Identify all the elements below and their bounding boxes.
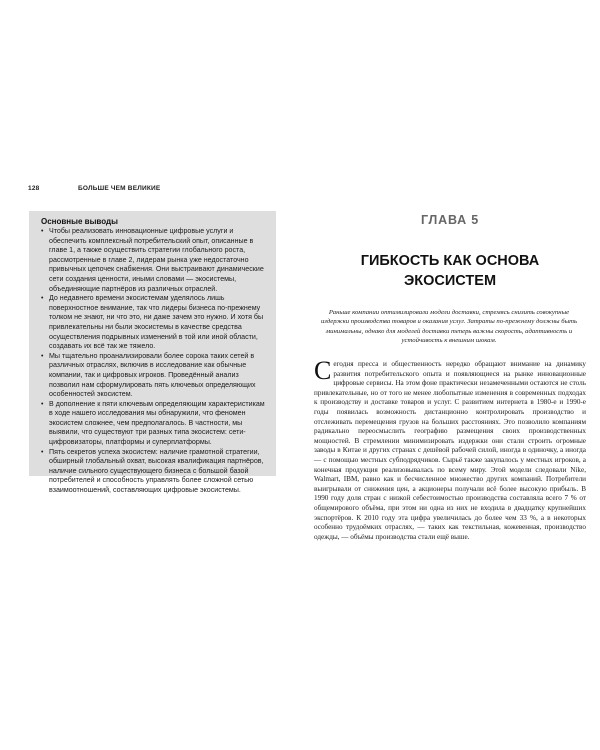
list-item [41, 400, 266, 448]
list-item-text: Мы тщательно проанализировали более сорока таких сетей в различных отраслях, включив в исследование как обычные компании, так и цифровых игроков. Проведённый анализ позволил нам сформулировать пять ключевых определяющих особенностей экосистем. [49, 351, 256, 399]
bullet-icon: • [41, 400, 44, 408]
list-item-text: Пять секретов успеха экосистем: наличие грамотной стратегии, обширный глобальный охват, высокая квалификация партнёров, наличие сильного существующего бизнеса с большой базой потребителей и способность управлять более сложной сетью взаимоотношений, составляющих цифровые экосистемы. [49, 447, 264, 495]
bullet-icon: • [41, 352, 44, 360]
list-item [41, 227, 266, 294]
bullet-icon: • [41, 228, 44, 235]
body-paragraph: егодня пресса и общественность нередко обращают внимание на динамику развития потребительского опыта и появляющиеся на рынке инновационные цифровые сервисы. На этом фоне практически незамеченными остаются не столь привлекательные, но от того не менее любопытные изменения в современных подходах к производству и доставке товаров и услуг. С развитием интернета в 1980-е и 1990-е годы появилась возможность дистанционно контролировать производство и отслеживать перемещения грузов на больших расстояниях. Это позволило компаниям радикально переосмыслить географию размещения своих производственных мощностей. В стремлении минимизировать издержки они стали строить огромные заводы в Китае и других странах с дешёвой рабочей силой, иногда в одиночку, а иногда — с помощью местных субподрядчиков. Сырьё также закупалось у местных игроков, а конечная продукция реализовывалась по всему миру. Этой модели следовали Nike, Walmart, IBM, равно как и бесчисленное множество других компаний. Потребители выигрывали от снижения цен, а акционеры получали всё более высокую прибыль. В 1990 году доля стран с низкой себестоимостью производства составляла всего 7 % от общемирового объёма, при этом ни одна из них не входила в двадцатку крупнейших экспортёров. К 2010 году эта цифра увеличилась до более чем 33 %, а в некоторых особенно трудоёмких отраслях, — таких как текстильная, кожевенная, производство одежды, — объёмы производства стали ещё выше. [314, 360, 586, 541]
list-item-text: До недавнего времени экосистемам уделялось лишь поверхностное внимание, так что лидеры бизнеса по-прежнему толком не знают, ни что это, ни даже зачем это нужно. И хотя бы привлекательны ни были экосистемы в качестве средства осуществления подрывных изменений в той или иной области, создавать их всё так же тяжело. [49, 294, 264, 351]
chapter-title: ГИБКОСТЬ КАК ОСНОВА ЭКОСИСТЕМ [360, 253, 540, 289]
list-item-text: Чтобы реализовать инновационные цифровые услуги и обеспечить комплексный потребительский опыт, описанные в главе 1, а также осуществить стратегии глобального роста, рассмотренные в главе 2, лидерам рынка уже недостаточно привычных цепочек снабжения. Они выстраивают динамические сети создания ценности, иными словами — экосистемы, объединяющие партнёров из различных отраслей. [49, 227, 264, 293]
running-title: БОЛЬШЕ ЧЕМ ВЕЛИКИЕ [78, 185, 161, 192]
drop-cap: С [314, 356, 332, 385]
list-item-text: В дополнение к пяти ключевым определяющим характеристикам в ходе нашего исследования мы обнаружили, что феномен экосистем сложнее, чем предполагалось. В частности, мы выявили, что существуют три разных типа экосистем: сети-цифровизаторы, платформы и суперплатформы. [49, 399, 265, 447]
list-item [41, 294, 266, 352]
key-takeaways-list [41, 227, 266, 496]
bullet-icon: • [41, 295, 44, 303]
page-number: 128 [28, 185, 40, 192]
body-text [314, 356, 586, 542]
chapter-label: ГЛАВА 5 [420, 213, 480, 227]
epigraph: Раньше компании оптимизировали модели доставки, стремясь снизить совокупные издержки производства товаров и оказания услуг. Затраты по-прежнему должны быть минимальны, однако для моделей доставки теперь важны скорость, адаптивность и устойчивость к внешним шокам. [320, 309, 578, 344]
bullet-icon: • [41, 448, 44, 456]
right-page [300, 0, 600, 750]
key-takeaways-box [29, 211, 276, 495]
key-takeaways-title: Основные выводы [41, 217, 118, 226]
list-item [41, 352, 266, 400]
list-item [41, 448, 266, 496]
